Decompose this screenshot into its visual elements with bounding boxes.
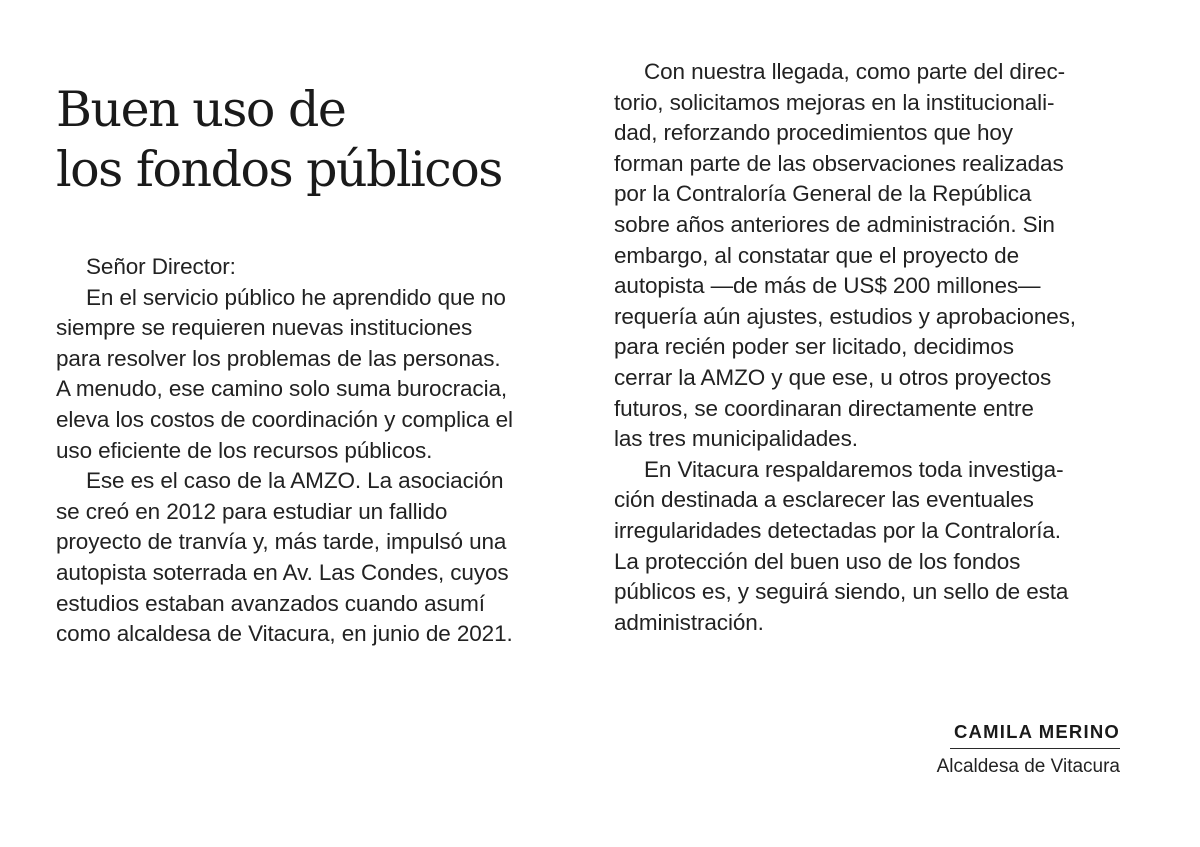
headline-line-1: Buen uso de <box>56 81 346 138</box>
text-line: Con nuestra llegada, como parte del direc- <box>644 59 1066 84</box>
text-line: públicos es, y seguirá siendo, un sello de esta <box>614 579 1069 605</box>
paragraph-4 <box>614 455 1124 639</box>
text-line: como alcaldesa de Vitacura, en junio de 2021. <box>56 621 513 647</box>
text-line: irregularidades detectadas por la Contraloría. <box>614 517 1061 543</box>
text-line: En Vitacura respaldaremos toda investiga- <box>644 456 1064 482</box>
text-line: forman parte de las observaciones realizadas <box>614 150 1064 176</box>
text-line: proyecto de tranvía y, más tarde, impulsó una <box>56 529 507 555</box>
text-line: cerrar la AMZO y que ese, u otros proyectos <box>614 364 1052 390</box>
headline-line-2: los fondos públicos <box>56 141 502 198</box>
text-line: requería aún ajustes, estudios y aprobaciones, <box>614 303 1076 329</box>
text-line: por la Contraloría General de la República <box>614 181 1032 207</box>
text-line: siempre se requieren nuevas instituciones <box>56 315 473 341</box>
text-line: torio, solicitamos mejoras en la institucionali- <box>614 89 1055 115</box>
text-line: autopista —de más de US$ 200 millones— <box>614 273 1041 299</box>
text-line: administración. <box>614 609 764 635</box>
greeting: Señor Director: <box>86 254 236 279</box>
text-line: A menudo, ese camino solo suma burocracia, <box>56 376 508 402</box>
right-column <box>614 57 1124 638</box>
headline <box>56 80 576 200</box>
text-line: para recién poder ser licitado, decidimos <box>614 334 1014 360</box>
left-column <box>56 252 566 650</box>
text-line: eleva los costos de coordinación y complica el <box>56 406 513 432</box>
paragraph-3 <box>614 57 1124 455</box>
signature-block <box>780 718 1120 781</box>
text-line: ción destinada a esclarecer las eventuales <box>614 487 1034 513</box>
paragraph-2 <box>56 466 566 650</box>
text-line: las tres municipalidades. <box>614 426 858 452</box>
text-line: autopista soterrada en Av. Las Condes, cuyos <box>56 559 509 585</box>
text-line: sobre años anteriores de administración. Sin <box>614 211 1055 237</box>
text-line: La protección del buen uso de los fondos <box>614 548 1021 574</box>
text-line: estudios estaban avanzados cuando asumí <box>56 590 485 616</box>
text-line: Ese es el caso de la AMZO. La asociación <box>86 468 504 494</box>
text-line: uso eficiente de los recursos públicos. <box>56 437 433 463</box>
author-role: Alcaldesa de Vitacura <box>936 756 1120 777</box>
text-line: futuros, se coordinaran directamente entre <box>614 395 1034 421</box>
text-line: se creó en 2012 para estudiar un fallido <box>56 498 448 524</box>
paragraph-1 <box>56 283 566 467</box>
text-line: En el servicio público he aprendido que no <box>86 284 506 310</box>
text-line: para resolver los problemas de las personas. <box>56 345 501 371</box>
greeting-paragraph <box>56 252 566 283</box>
signature-rule <box>950 748 1120 749</box>
author-name: CAMILA MERINO <box>954 721 1120 742</box>
text-line: embargo, al constatar que el proyecto de <box>614 242 1019 268</box>
text-line: dad, reforzando procedimientos que hoy <box>614 120 1013 146</box>
